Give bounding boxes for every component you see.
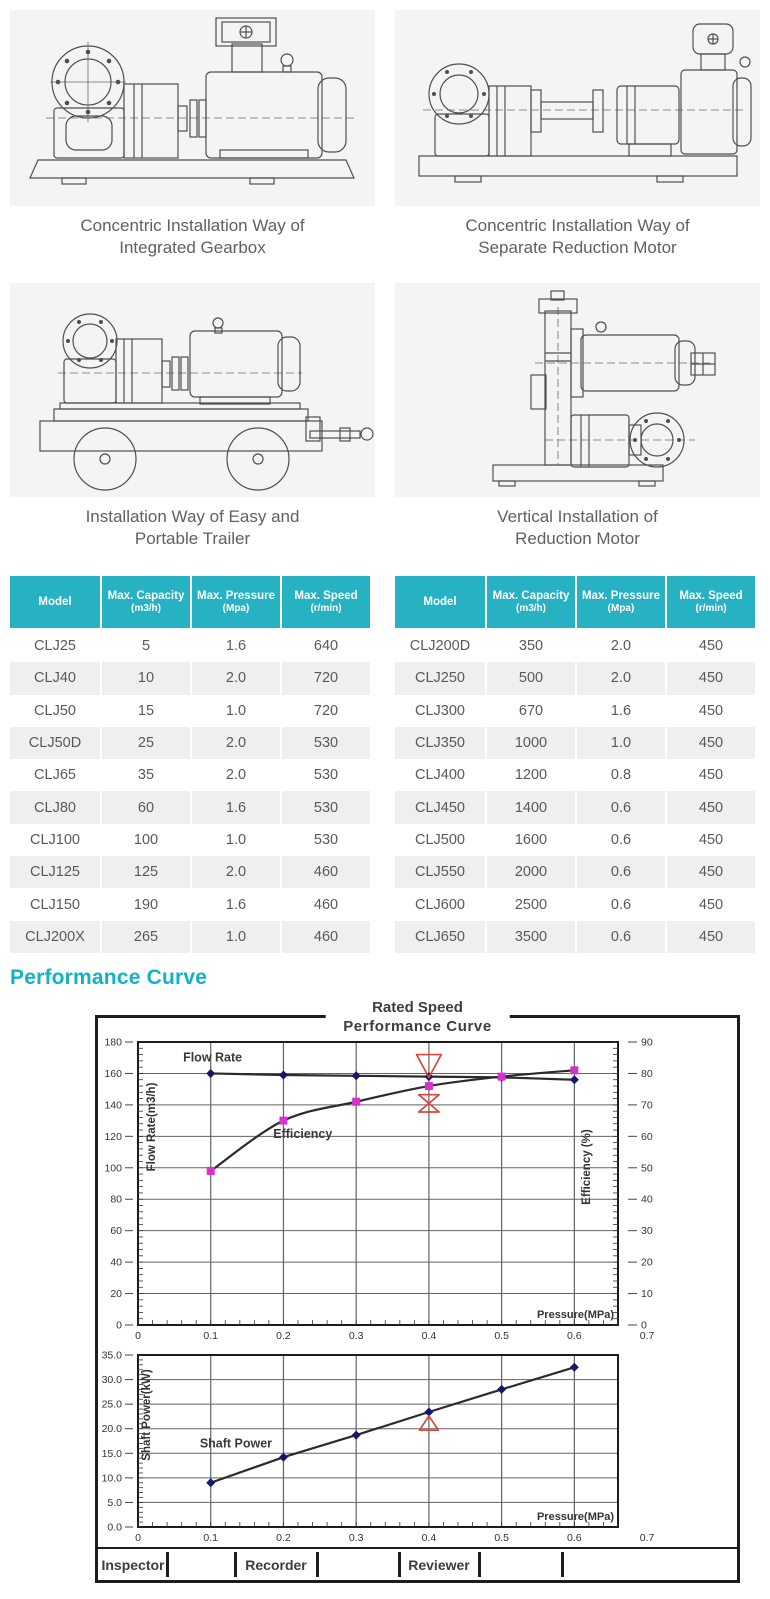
table-cell: 2.0	[192, 856, 280, 888]
table-cell: 1.0	[192, 695, 280, 727]
table-cell: 2.0	[192, 662, 280, 694]
table-cell: 460	[282, 921, 370, 953]
header-label: Max. Speed	[294, 589, 358, 602]
vertical-installation-drawing	[395, 283, 760, 497]
table-header-cell	[192, 576, 280, 628]
table-cell: 2.0	[577, 630, 665, 662]
table-cell: 10	[102, 662, 190, 694]
caption-line: Reduction Motor	[515, 529, 640, 548]
table-cell: 1400	[487, 791, 575, 823]
header-label: Model	[423, 595, 457, 608]
table-cell: CLJ650	[395, 921, 485, 953]
table-cell: 0.6	[577, 921, 665, 953]
svg-text:15.0: 15.0	[101, 1447, 122, 1460]
table-cell: 1.6	[192, 888, 280, 920]
table-cell: 450	[667, 759, 755, 791]
performance-curve-sheet	[95, 999, 740, 1583]
table-cell: 1.0	[192, 921, 280, 953]
figure-portable-trailer	[10, 283, 375, 550]
table-cell: 0.6	[577, 856, 665, 888]
table-cell: 0.6	[577, 824, 665, 856]
footer-divider	[234, 1552, 237, 1577]
svg-text:0.5: 0.5	[494, 1330, 509, 1342]
portable-trailer-drawing	[10, 283, 375, 497]
table-cell: 350	[487, 630, 575, 662]
svg-text:0: 0	[641, 1319, 647, 1332]
svg-text:Flow Rate(m3/h): Flow Rate(m3/h)	[146, 1082, 158, 1172]
svg-text:120: 120	[104, 1130, 122, 1143]
footer-divider	[478, 1552, 481, 1577]
table-header-cell	[102, 576, 190, 628]
performance-section-heading: Performance Curve	[10, 966, 208, 989]
svg-text:0.1: 0.1	[203, 1330, 219, 1342]
svg-text:Pressure(MPa): Pressure(MPa)	[536, 1511, 614, 1523]
table-cell: 450	[667, 662, 755, 694]
svg-text:0.4: 0.4	[421, 1330, 437, 1342]
table-cell: 100	[102, 824, 190, 856]
svg-text:35.0: 35.0	[101, 1349, 122, 1362]
svg-text:70: 70	[641, 1099, 653, 1112]
caption-line: Separate Reduction Motor	[478, 238, 677, 257]
svg-text:180: 180	[104, 1036, 122, 1049]
drawing-panel	[10, 10, 375, 206]
table-cell: 2500	[487, 888, 575, 920]
svg-text:20: 20	[641, 1256, 653, 1269]
svg-text:20.0: 20.0	[101, 1423, 122, 1436]
caption-line: Integrated Gearbox	[119, 238, 266, 257]
svg-text:0.4: 0.4	[421, 1532, 437, 1544]
footer-divider	[561, 1552, 564, 1577]
drawing-panel	[395, 283, 760, 497]
svg-text:100: 100	[104, 1162, 122, 1175]
svg-text:10: 10	[641, 1288, 653, 1301]
table-cell: 500	[487, 662, 575, 694]
svg-text:Shaft Power(kW): Shaft Power(kW)	[141, 1369, 153, 1461]
drawing-panel	[395, 10, 760, 206]
header-unit: (Mpa)	[222, 602, 250, 614]
table-cell: CLJ500	[395, 824, 485, 856]
table-cell: CLJ200D	[395, 630, 485, 662]
svg-text:0.7: 0.7	[639, 1330, 655, 1342]
svg-text:Pressure(MPa): Pressure(MPa)	[536, 1309, 614, 1321]
header-label: Max. Capacity	[492, 589, 570, 602]
table-cell: 530	[282, 824, 370, 856]
svg-text:25.0: 25.0	[101, 1398, 122, 1411]
svg-text:Shaft Power: Shaft Power	[199, 1436, 273, 1451]
table-cell: 0.8	[577, 759, 665, 791]
table-cell: 450	[667, 791, 755, 823]
spec-table-right	[395, 576, 757, 953]
chart-title-line: Performance Curve	[343, 1018, 492, 1035]
table-body	[10, 630, 372, 953]
table-header-cell	[395, 576, 485, 628]
header-unit: (m3/h)	[516, 602, 546, 614]
table-cell: 450	[667, 921, 755, 953]
header-label: Max. Pressure	[582, 589, 660, 602]
table-cell: 2000	[487, 856, 575, 888]
table-cell: 1.0	[577, 727, 665, 759]
table-cell: 25	[102, 727, 190, 759]
table-cell: 1.0	[192, 824, 280, 856]
table-cell: CLJ150	[10, 888, 100, 920]
svg-text:0: 0	[135, 1330, 141, 1342]
caption-line: Vertical Installation of	[497, 507, 658, 526]
table-cell: 2.0	[577, 662, 665, 694]
shaft-power-chart-svg	[98, 1347, 743, 1553]
svg-text:140: 140	[104, 1099, 122, 1112]
table-cell: 450	[667, 888, 755, 920]
table-cell: 450	[667, 824, 755, 856]
table-cell: CLJ450	[395, 791, 485, 823]
header-label: Max. Pressure	[197, 589, 275, 602]
table-cell: 2.0	[192, 727, 280, 759]
svg-text:0.3: 0.3	[348, 1330, 364, 1342]
table-header-row	[395, 576, 757, 628]
footer-divider	[398, 1552, 401, 1577]
svg-text:0.2: 0.2	[276, 1330, 291, 1342]
table-cell: CLJ200X	[10, 921, 100, 953]
table-cell: CLJ65	[10, 759, 100, 791]
footer-cell-inspector: Inspector	[101, 1556, 165, 1573]
svg-text:0.1: 0.1	[203, 1532, 219, 1544]
table-cell: 460	[282, 856, 370, 888]
table-cell: 1000	[487, 727, 575, 759]
figure-caption	[10, 506, 375, 550]
table-cell: 1600	[487, 824, 575, 856]
table-cell: CLJ80	[10, 791, 100, 823]
table-cell: 0.6	[577, 888, 665, 920]
svg-text:5.0: 5.0	[107, 1496, 122, 1509]
chart-title-line: Rated Speed	[372, 999, 463, 1016]
header-label: Max. Capacity	[107, 589, 185, 602]
caption-line: Installation Way of Easy and	[85, 507, 300, 526]
table-cell: 265	[102, 921, 190, 953]
table-cell: 720	[282, 695, 370, 727]
header-label: Model	[38, 595, 72, 608]
table-cell: 670	[487, 695, 575, 727]
table-cell: 530	[282, 759, 370, 791]
svg-text:160: 160	[104, 1067, 122, 1080]
figure-caption	[10, 215, 375, 259]
svg-text:0.0: 0.0	[107, 1521, 122, 1534]
figure-caption	[395, 506, 760, 550]
svg-text:80: 80	[110, 1193, 122, 1206]
svg-text:30: 30	[641, 1225, 653, 1238]
table-cell: 15	[102, 695, 190, 727]
integrated-gearbox-drawing	[10, 10, 375, 206]
figure-caption	[395, 215, 760, 259]
svg-text:0: 0	[135, 1532, 141, 1544]
header-unit: (r/min)	[310, 602, 342, 614]
table-cell: 3500	[487, 921, 575, 953]
separate-reduction-motor-drawing	[395, 10, 760, 206]
table-cell: 1.6	[192, 791, 280, 823]
table-cell: 35	[102, 759, 190, 791]
svg-text:40: 40	[641, 1193, 653, 1206]
figure-vertical-installation	[395, 283, 760, 550]
table-cell: CLJ400	[395, 759, 485, 791]
svg-text:Efficiency (%): Efficiency (%)	[581, 1129, 593, 1205]
header-unit: (m3/h)	[131, 602, 161, 614]
table-cell: 720	[282, 662, 370, 694]
svg-text:20: 20	[110, 1288, 122, 1301]
table-cell: 450	[667, 695, 755, 727]
table-cell: CLJ125	[10, 856, 100, 888]
svg-text:0.3: 0.3	[348, 1532, 364, 1544]
table-header-cell	[487, 576, 575, 628]
table-body	[395, 630, 757, 953]
table-cell: 1200	[487, 759, 575, 791]
table-cell: 2.0	[192, 759, 280, 791]
svg-text:10.0: 10.0	[101, 1472, 122, 1485]
table-cell: 450	[667, 630, 755, 662]
table-cell: CLJ250	[395, 662, 485, 694]
svg-text:0.5: 0.5	[494, 1532, 509, 1544]
table-cell: CLJ40	[10, 662, 100, 694]
caption-line: Concentric Installation Way of	[465, 216, 690, 235]
table-cell: 1.6	[577, 695, 665, 727]
table-cell: CLJ350	[395, 727, 485, 759]
table-cell: 530	[282, 791, 370, 823]
svg-text:0.7: 0.7	[639, 1532, 655, 1544]
svg-text:Efficiency: Efficiency	[273, 1126, 333, 1141]
table-header-cell	[282, 576, 370, 628]
figure-separate-reduction-motor	[395, 10, 760, 259]
caption-line: Concentric Installation Way of	[80, 216, 305, 235]
table-cell: CLJ25	[10, 630, 100, 662]
footer-divider	[316, 1552, 319, 1577]
svg-text:0.6: 0.6	[567, 1532, 582, 1544]
footer-signature-row	[98, 1547, 737, 1580]
svg-text:40: 40	[110, 1256, 122, 1269]
drawing-panel	[10, 283, 375, 497]
table-cell: 450	[667, 856, 755, 888]
svg-text:0.2: 0.2	[276, 1532, 291, 1544]
table-cell: CLJ300	[395, 695, 485, 727]
figure-integrated-gearbox	[10, 10, 375, 259]
table-header-cell	[667, 576, 755, 628]
svg-text:60: 60	[110, 1225, 122, 1238]
svg-text:0: 0	[116, 1319, 122, 1332]
table-cell: 460	[282, 888, 370, 920]
flow-efficiency-chart-svg	[98, 1027, 743, 1347]
table-cell: CLJ100	[10, 824, 100, 856]
svg-text:Flow Rate: Flow Rate	[183, 1050, 243, 1065]
header-label: Max. Speed	[679, 589, 743, 602]
table-cell: 5	[102, 630, 190, 662]
table-cell: 1.6	[192, 630, 280, 662]
table-cell: 190	[102, 888, 190, 920]
table-cell: 0.6	[577, 791, 665, 823]
table-cell: 60	[102, 791, 190, 823]
caption-line: Portable Trailer	[134, 529, 251, 548]
svg-text:80: 80	[641, 1067, 653, 1080]
svg-text:30.0: 30.0	[101, 1374, 122, 1387]
table-cell: 450	[667, 727, 755, 759]
svg-text:0.6: 0.6	[567, 1330, 582, 1342]
svg-text:50: 50	[641, 1162, 653, 1175]
footer-cell-recorder: Recorder	[245, 1556, 307, 1573]
footer-cell-reviewer: Reviewer	[408, 1556, 470, 1573]
table-cell: CLJ50D	[10, 727, 100, 759]
spec-table-left	[10, 576, 372, 953]
table-cell: 640	[282, 630, 370, 662]
header-unit: (r/min)	[695, 602, 727, 614]
table-cell: 125	[102, 856, 190, 888]
table-cell: CLJ50	[10, 695, 100, 727]
table-header-row	[10, 576, 372, 628]
table-cell: CLJ600	[395, 888, 485, 920]
table-header-cell	[577, 576, 665, 628]
header-unit: (Mpa)	[607, 602, 635, 614]
chart-title	[325, 998, 510, 1036]
svg-text:60: 60	[641, 1130, 653, 1143]
table-cell: CLJ550	[395, 856, 485, 888]
footer-divider	[166, 1552, 169, 1577]
table-header-cell	[10, 576, 100, 628]
svg-text:90: 90	[641, 1036, 653, 1049]
table-cell: 530	[282, 727, 370, 759]
